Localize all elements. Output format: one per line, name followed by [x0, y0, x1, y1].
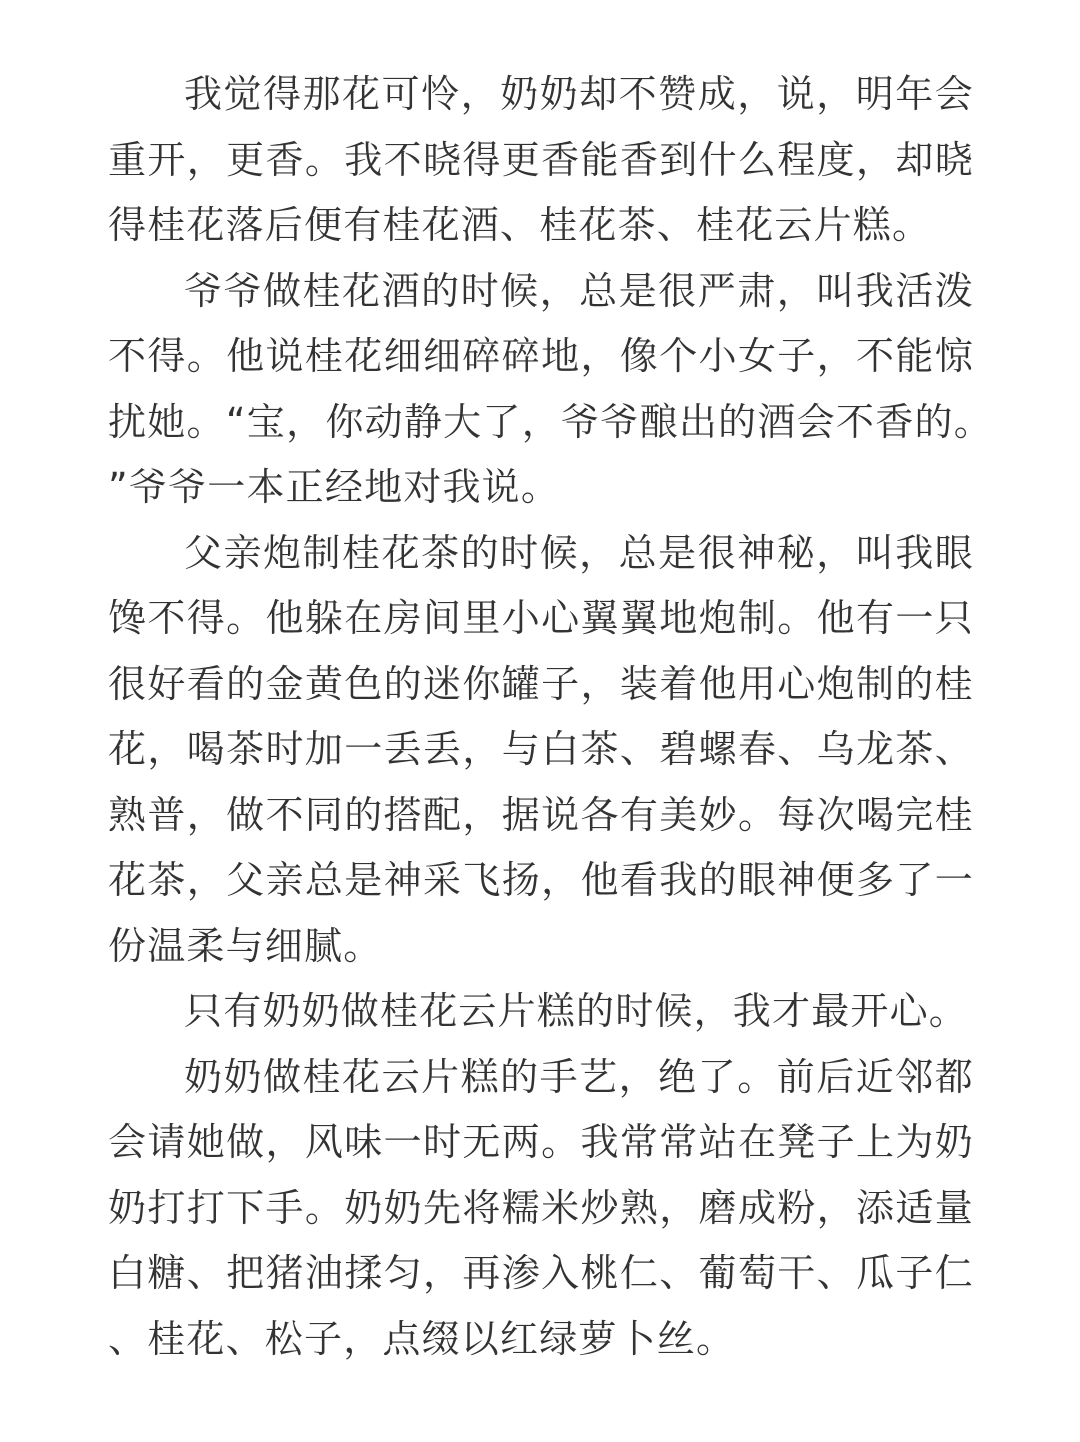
paragraph: 奶奶做桂花云片糕的手艺，绝了。前后近邻都会请她做，风味一时无两。我常常站在凳子上为奶奶打打下手。奶奶先将糯米炒熟，磨成粉，添适量白糖、把猪油揉匀，再渗入桃仁、葡萄干、瓜子仁、桂花、松子，点缀以红绿萝卜丝。: [108, 1054, 974, 1361]
article-body: [108, 62, 974, 1372]
paragraph: 父亲炮制桂花茶的时候，总是很神秘，叫我眼馋不得。他躲在房间里小心翼翼地炮制。他有一只很好看的金黄色的迷你罐子，装着他用心炮制的桂花，喝茶时加一丢丢，与白茶、碧螺春、乌龙茶、熟普，做不同的搭配，据说各有美妙。每次喝完桂花茶，父亲总是神采飞扬，他看我的眼神便多了一份温柔与细腻。: [108, 530, 974, 968]
paragraph: 爷爷做桂花酒的时候，总是很严肃，叫我活泼不得。他说桂花细细碎碎地，像个小女子，不能惊扰她。“宝，你动静大了，爷爷酿出的酒会不香的。”爷爷一本正经地对我说。: [108, 268, 974, 509]
paragraph: 我觉得那花可怜，奶奶却不赞成，说，明年会重开，更香。我不晓得更香能香到什么程度，却晓得桂花落后便有桂花酒、桂花茶、桂花云片糕。: [108, 72, 974, 247]
paragraph: 只有奶奶做桂花云片糕的时候，我才最开心。: [184, 989, 969, 1033]
